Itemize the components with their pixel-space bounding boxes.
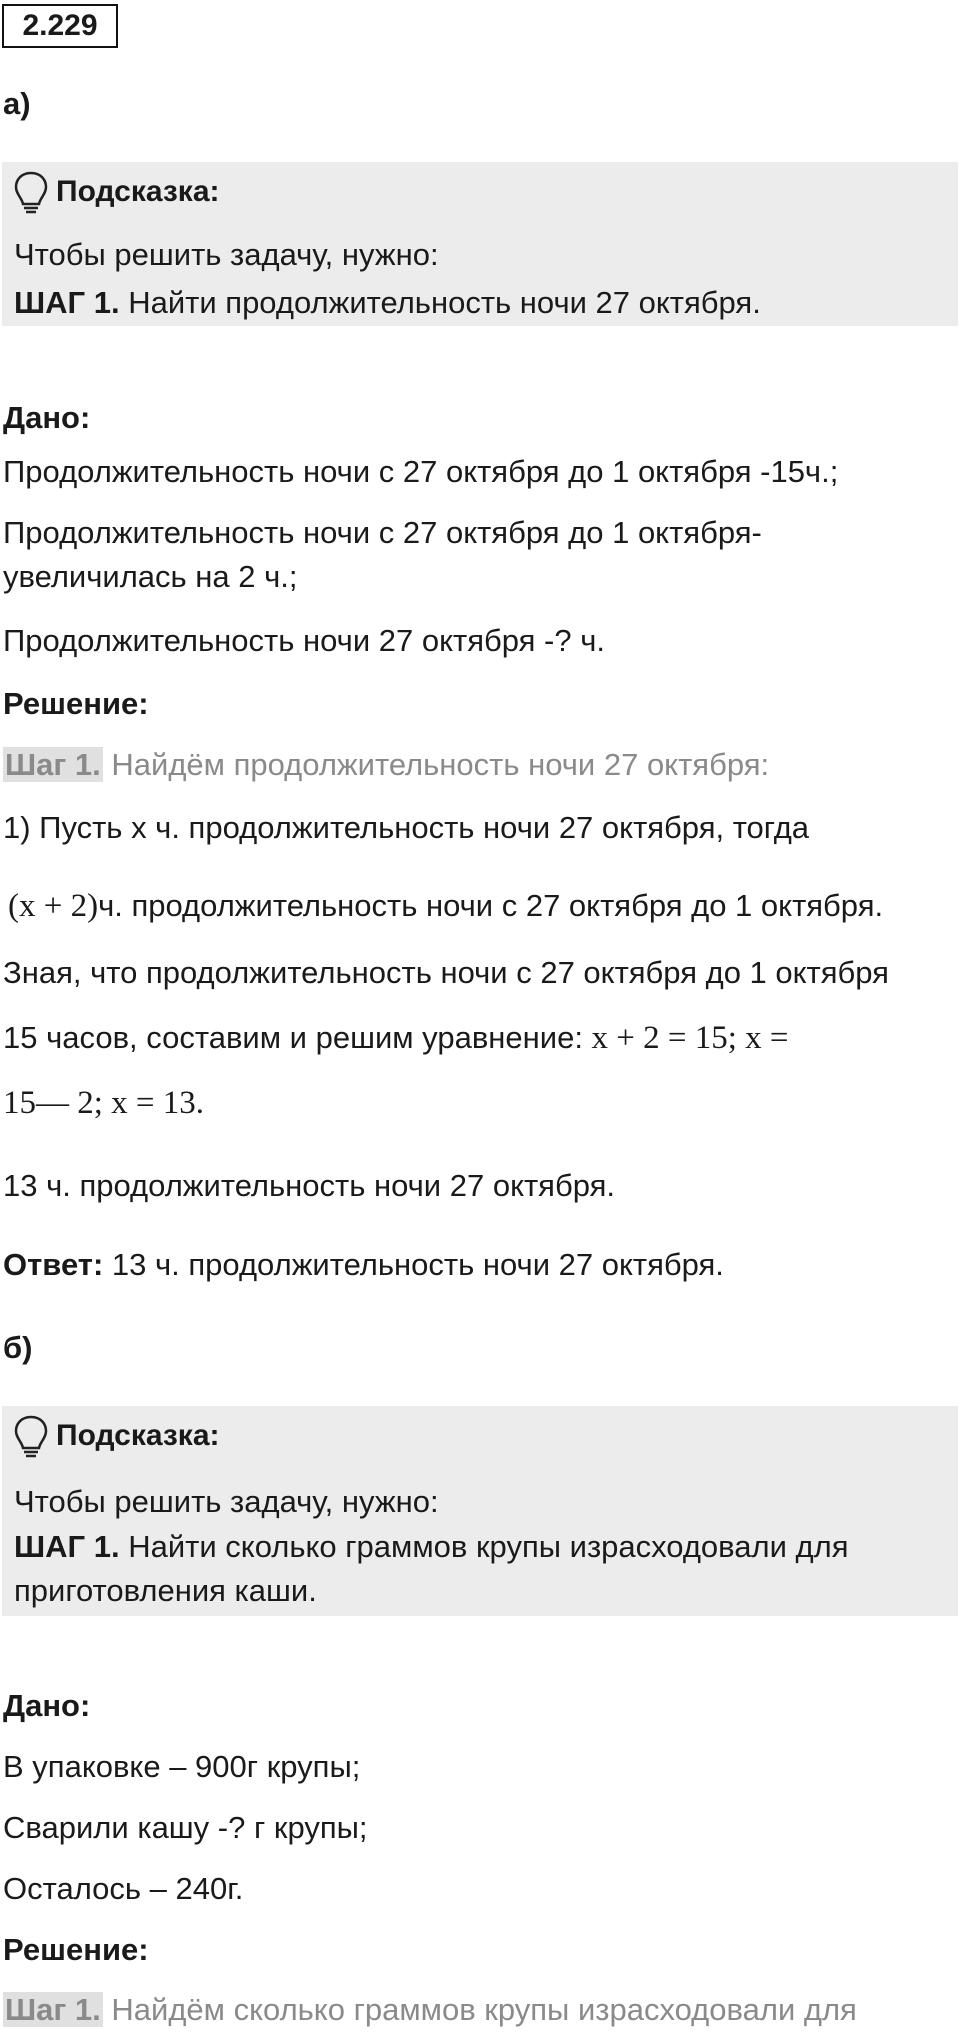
hint-intro: Чтобы решить задачу, нужно: xyxy=(14,1484,439,1519)
hint-step-label: ШАГ 1. xyxy=(14,285,120,320)
math-expression: (x + 2) xyxy=(8,888,99,924)
step-label: Шаг 1. xyxy=(5,747,101,782)
hint-step-text: Найти продолжительность ночи 27 октября. xyxy=(119,285,761,320)
solution-step xyxy=(3,745,769,785)
step-label: Шаг 1. xyxy=(5,1992,101,2027)
hint-step xyxy=(14,283,761,323)
part-a-label: а) xyxy=(3,86,31,121)
given-line: увеличилась на 2 ч.; xyxy=(3,559,298,594)
solution-step xyxy=(3,1990,857,2030)
hint-title: Подсказка: xyxy=(56,175,220,208)
hint-step-label: ШАГ 1. xyxy=(14,1529,120,1564)
lightbulb-icon xyxy=(12,1414,50,1460)
given-line: Сварили кашу -? г крупы; xyxy=(3,1810,368,1845)
solution-line: Зная, что продолжительность ночи с 27 октября до 1 октября xyxy=(3,955,889,990)
hint-step-continued: приготовления каши. xyxy=(14,1573,317,1608)
solution-title-a: Решение: xyxy=(3,686,149,721)
given-title-a: Дано: xyxy=(3,400,91,435)
solution-text: ч. продолжительность ночи с 27 октября до 1 октября. xyxy=(98,888,884,923)
given-title-b: Дано: xyxy=(3,1688,91,1723)
task-number: 2.229 xyxy=(2,4,118,48)
solution-line xyxy=(3,1083,204,1123)
hint-title: Подсказка: xyxy=(56,1419,220,1452)
solution-line: 1) Пусть x ч. продолжительность ночи 27 октября, тогда xyxy=(3,810,810,845)
given-line: Продолжительность ночи с 27 октября до 1 октября -15ч.; xyxy=(3,454,839,489)
hint-intro: Чтобы решить задачу, нужно: xyxy=(14,237,439,272)
lightbulb-icon xyxy=(12,170,50,216)
answer-text: 13 ч. продолжительность ночи 27 октября. xyxy=(103,1247,724,1282)
hint-box-b xyxy=(2,1406,958,1616)
math-expression: x + 2 = 15; x = xyxy=(591,1020,789,1056)
solution-line: 13 ч. продолжительность ночи 27 октября. xyxy=(3,1168,616,1203)
answer-label: Ответ: xyxy=(3,1247,104,1282)
solution-title-b: Решение: xyxy=(3,1932,149,1967)
step-text: Найдём продолжительность ночи 27 октября: xyxy=(102,747,770,782)
given-line: В упаковке – 900г крупы; xyxy=(3,1749,361,1784)
part-b-label: б) xyxy=(3,1330,33,1365)
given-line: Продолжительность ночи 27 октября -? ч. xyxy=(3,623,605,658)
solution-line xyxy=(8,886,883,926)
step-text: Найдём сколько граммов крупы израсходовали для xyxy=(102,1992,857,2027)
hint-step-text: Найти сколько граммов крупы израсходовали для xyxy=(119,1529,849,1564)
given-line: Продолжительность ночи с 27 октября до 1 октября- xyxy=(3,515,762,550)
hint-step xyxy=(14,1527,849,1567)
math-expression: 15— 2; x = 13. xyxy=(3,1085,205,1121)
answer-line xyxy=(3,1245,724,1285)
given-line: Осталось – 240г. xyxy=(3,1871,244,1906)
solution-text: 15 часов, составим и решим уравнение: xyxy=(3,1020,592,1055)
solution-line xyxy=(3,1018,789,1058)
hint-box-a xyxy=(2,162,958,326)
